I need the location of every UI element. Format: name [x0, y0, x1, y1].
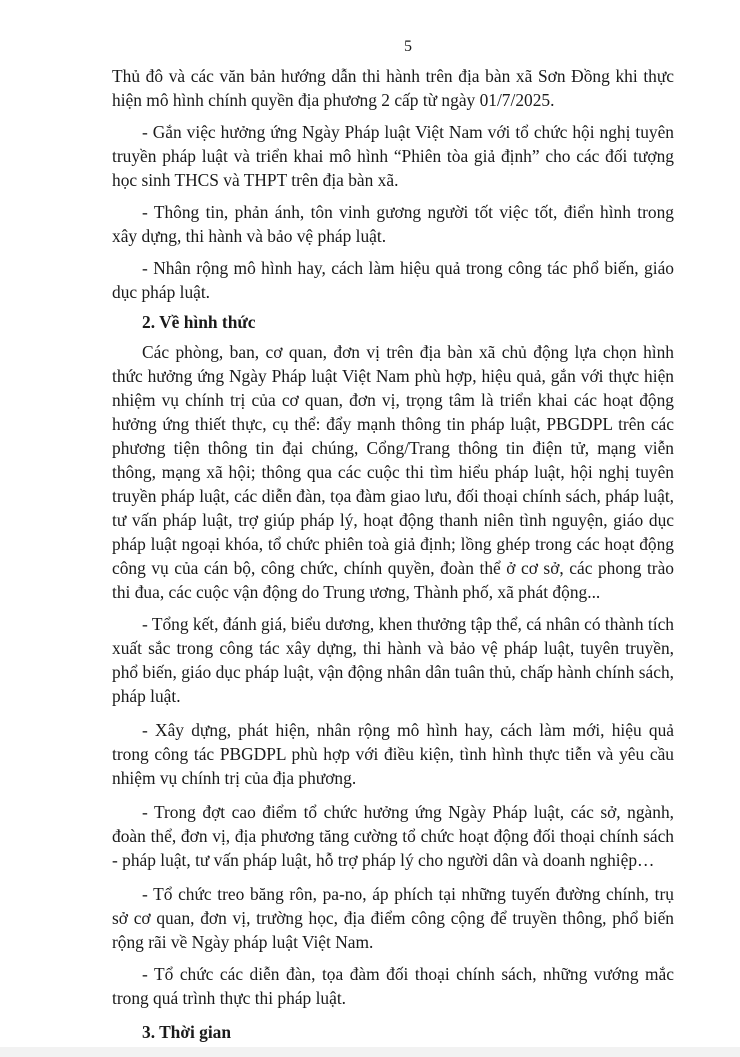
bullet-paragraph: - Xây dựng, phát hiện, nhân rộng mô hình hay, cách làm mới, hiệu quả trong công tác PBGDPL phù hợp với điều kiện, tình hình thực tiễn và yêu cầu nhiệm vụ chính trị của địa phương. — [112, 720, 674, 788]
page-bottom-edge — [0, 1047, 740, 1057]
section-heading: 3. Thời gian — [142, 1022, 232, 1042]
page-number: 5 — [404, 38, 412, 55]
bullet-paragraph: - Tổ chức các diễn đàn, tọa đàm đối thoại chính sách, những vướng mắc trong quá trình thực thi pháp luật. — [112, 964, 674, 1008]
bullet-paragraph: - Tổng kết, đánh giá, biểu dương, khen thưởng tập thể, cá nhân có thành tích xuất sắc trong công tác xây dựng, thi hành và bảo vệ pháp luật, tuyên truyền, phổ biến, giáo dục pháp luật, vận động nhân dân tuân thủ, chấp hành chính sách, pháp luật. — [112, 614, 674, 706]
paragraph: Các phòng, ban, cơ quan, đơn vị trên địa bàn xã chủ động lựa chọn hình thức hưởng ứng Ngày Pháp luật Việt Nam phù hợp, hiệu quả, gắn với thực hiện nhiệm vụ chính trị của cơ quan, đơn vị, trọng tâm là triển khai các hoạt động hưởng ứng thiết thực, cụ thể: đẩy mạnh thông tin pháp luật, PBGDPL trên các phương tiện thông tin đại chúng, Cổng/Trang thông tin điện tử, mạng viễn thông, mạng xã hội; thông qua các cuộc thi tìm hiểu pháp luật, hội nghị tuyên truyền pháp luật, các diễn đàn, tọa đàm giao lưu, đối thoại chính sách, pháp luật, tư vấn pháp luật, trợ giúp pháp lý, hoạt động thanh niên tình nguyện, giáo dục pháp luật ngoại khóa, tổ chức phiên toà giả định; lồng ghép trong các hoạt động công vụ của cán bộ, công chức, chính quyền, đoàn thể ở cơ sở, các phong trào thi đua, các cuộc vận động do Trung ương, Thành phố, xã phát động... — [112, 342, 674, 602]
bullet-paragraph: - Nhân rộng mô hình hay, cách làm hiệu quả trong công tác phổ biến, giáo dục pháp luật. — [112, 258, 674, 302]
section-heading: 2. Về hình thức — [142, 312, 256, 332]
bullet-paragraph: - Gắn việc hưởng ứng Ngày Pháp luật Việt Nam với tổ chức hội nghị tuyên truyền pháp luật và triển khai mô hình “Phiên tòa giả định” cho các đối tượng học sinh THCS và THPT trên địa bàn xã. — [112, 122, 674, 190]
bullet-paragraph: - Tổ chức treo băng rôn, pa-no, áp phích tại những tuyến đường chính, trụ sở cơ quan, đơn vị, trường học, địa điểm công cộng để truyền thông, phổ biến rộng rãi về Ngày pháp luật Việt Nam. — [112, 884, 674, 952]
bullet-paragraph: - Thông tin, phản ánh, tôn vinh gương người tốt việc tốt, điển hình trong xây dựng, thi hành và bảo vệ pháp luật. — [112, 202, 674, 246]
bullet-paragraph: - Trong đợt cao điểm tổ chức hưởng ứng Ngày Pháp luật, các sở, ngành, đoàn thể, đơn vị, địa phương tăng cường tổ chức hoạt động đối thoại chính sách - pháp luật, tư vấn pháp luật, hỗ trợ pháp lý cho người dân và doanh nghiệp… — [112, 802, 674, 870]
paragraph: Thủ đô và các văn bản hướng dẫn thi hành trên địa bàn xã Sơn Đồng khi thực hiện mô hình chính quyền địa phương 2 cấp từ ngày 01/7/2025. — [112, 66, 674, 110]
